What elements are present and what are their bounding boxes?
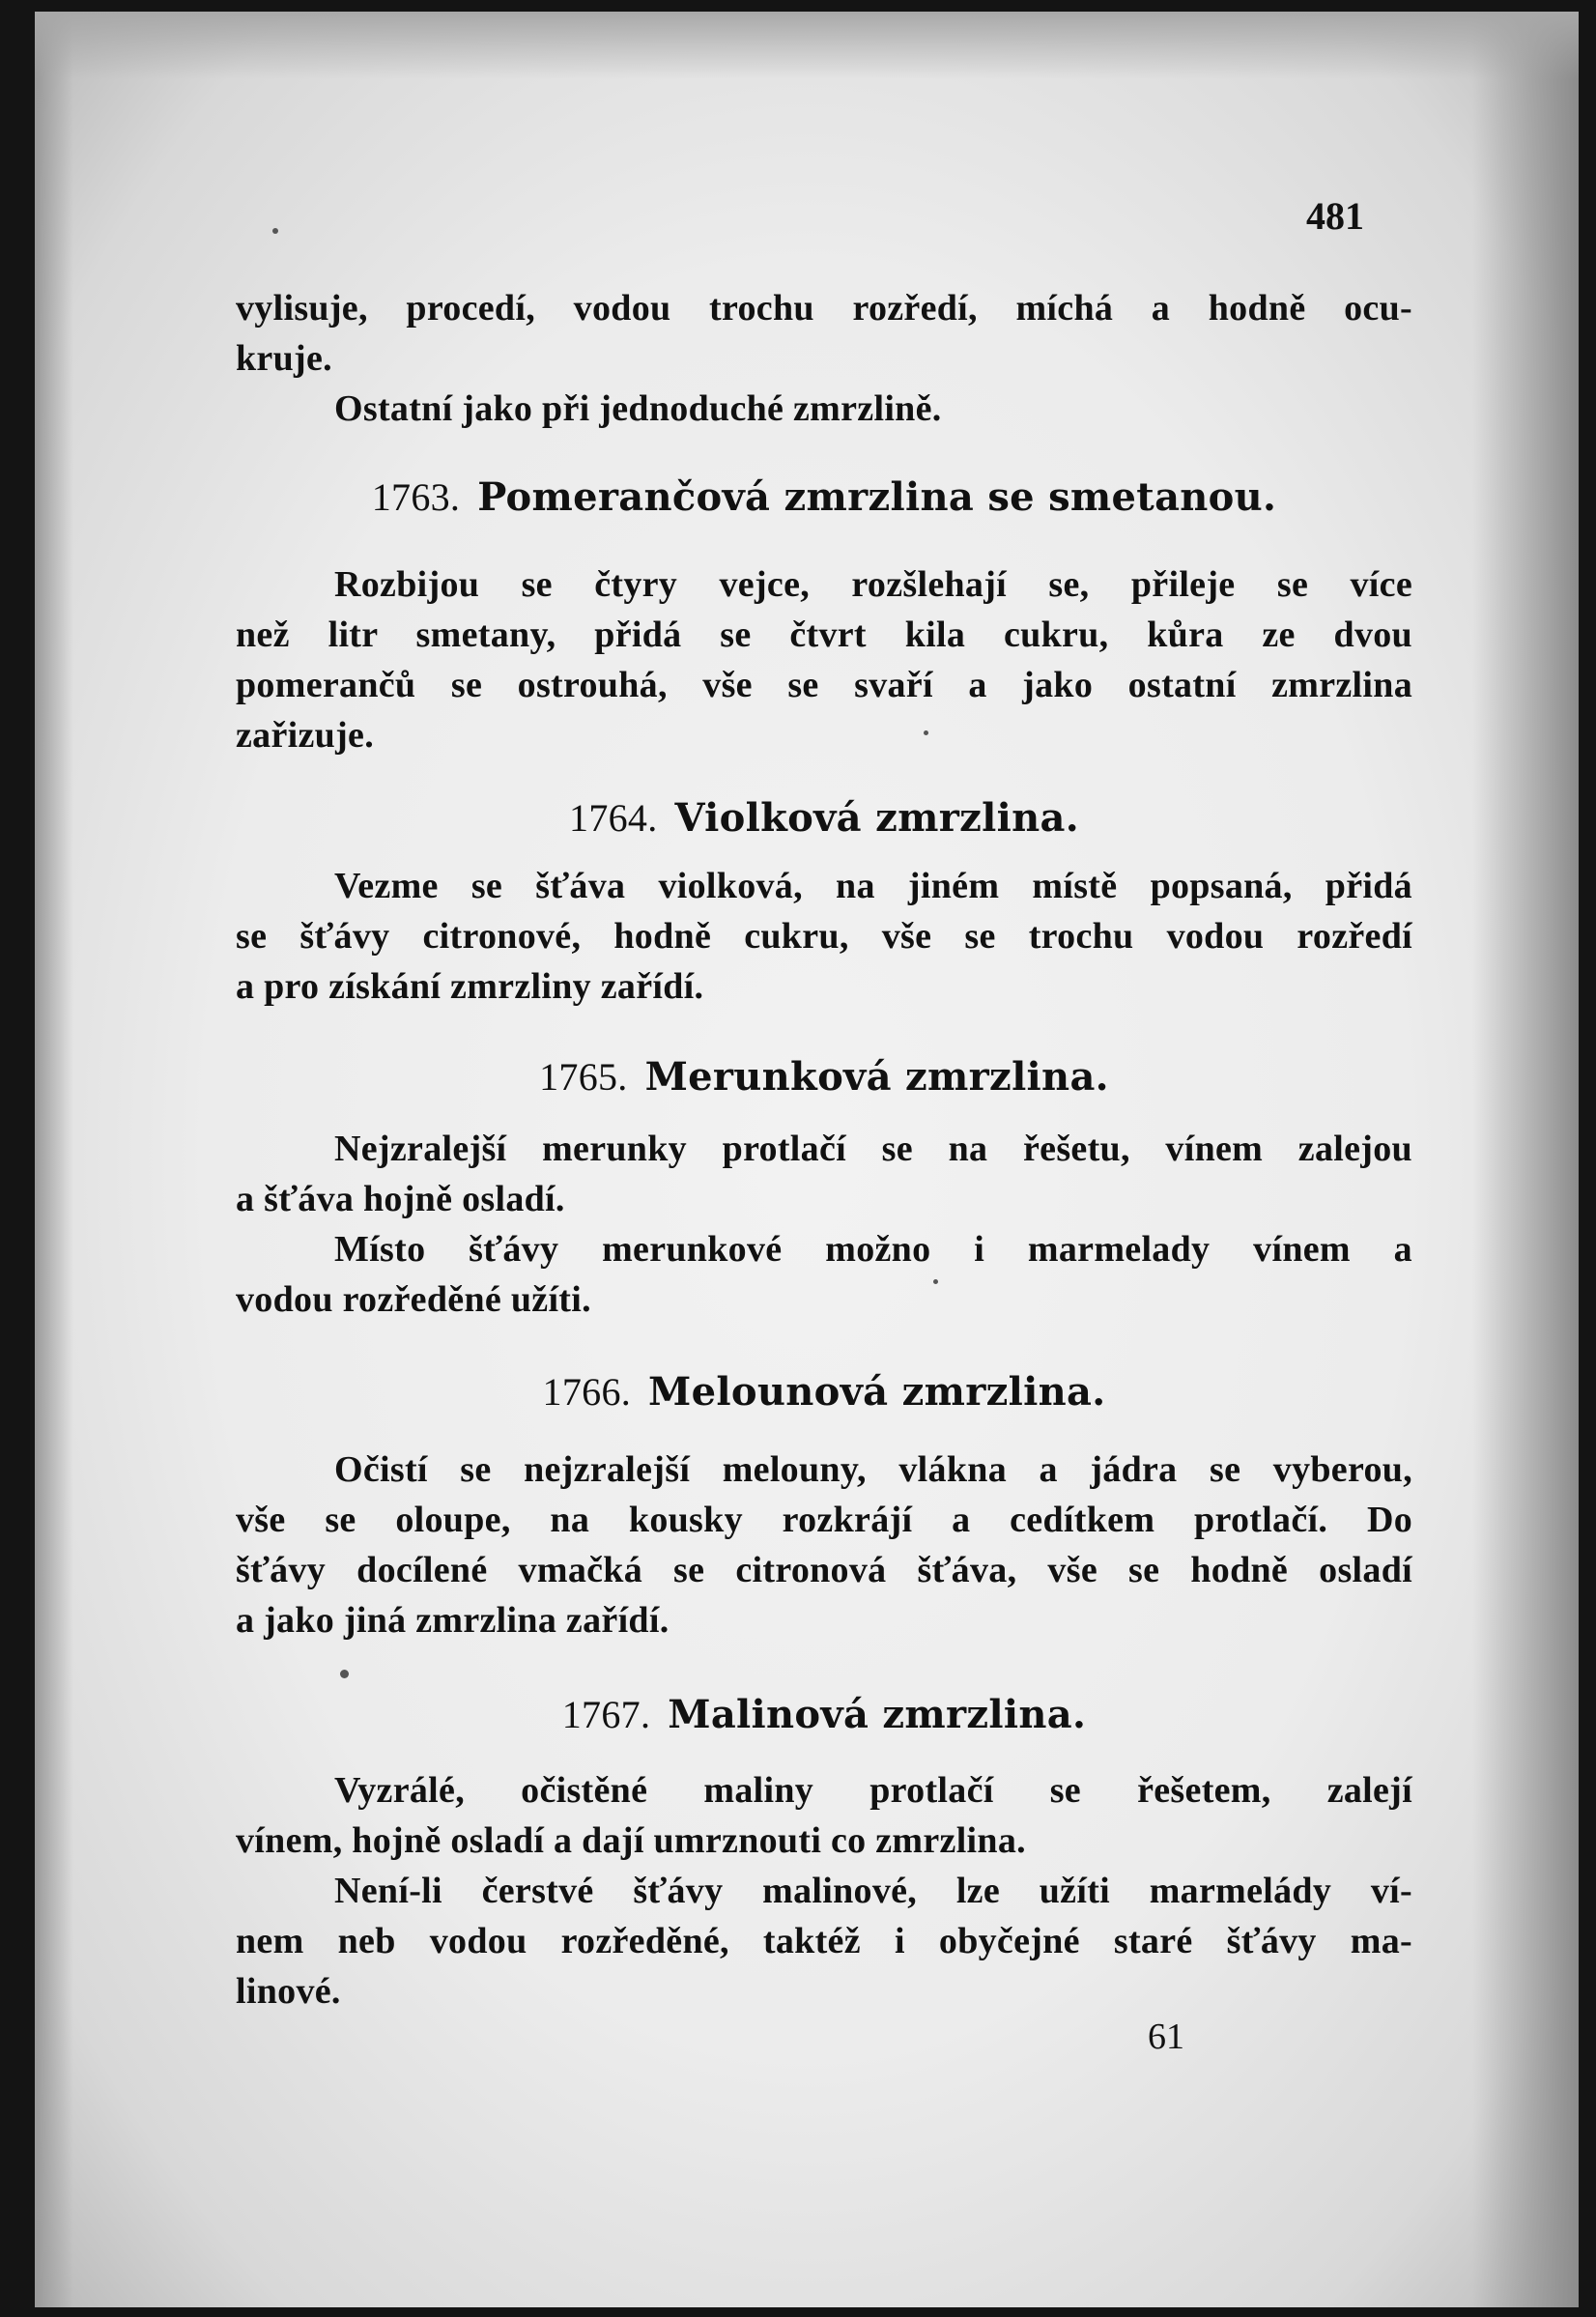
paragraph-line: Nejzralejší merunky protlačí se na řešetu, vínem zalejou <box>334 1129 1412 1169</box>
paragraph-line: kruje. <box>236 338 332 379</box>
recipe-number: 1766. <box>542 1370 632 1414</box>
paragraph-line: Není-li čerstvé šťávy malinové, lze užíti marmelády ví- <box>334 1871 1412 1911</box>
paragraph-line: zařizuje. <box>236 715 375 756</box>
paragraph-line: Vezme se šťáva violková, na jiném místě popsaná, přidá <box>334 866 1412 906</box>
page-number: 481 <box>1306 194 1364 238</box>
paragraph-line: Očistí se nejzralejší melouny, vlákna a jádra se vyberou, <box>334 1449 1412 1490</box>
recipe-number: 1765. <box>539 1055 628 1099</box>
paragraph-line: vínem, hojně osladí a dají umrznouti co zmrzlina. <box>236 1820 1026 1861</box>
paragraph-line: šťávy docílené vmačká se citronová šťáva, vše se hodně osladí <box>236 1550 1412 1590</box>
recipe-title: Merunková zmrzlina. <box>644 1054 1109 1100</box>
page-edge-shadow-left <box>35 12 73 2307</box>
recipe-heading <box>236 794 1412 843</box>
recipe-number: 1764. <box>569 796 658 840</box>
page-edge-shadow-top <box>35 12 1579 79</box>
recipe-heading <box>236 1053 1412 1101</box>
paragraph-line: nem neb vodou rozředěné, taktéž i obyčejné staré šťávy ma- <box>236 1921 1412 1961</box>
paragraph-line: Místo šťávy merunkové možno i marmelady vínem a <box>334 1229 1412 1270</box>
paragraph-line: než litr smetany, přidá se čtvrt kila cukru, kůra ze dvou <box>236 615 1412 655</box>
recipe-title: Malinová zmrzlina. <box>668 1692 1087 1737</box>
paragraph-line: Vyzrálé, očistěné maliny protlačí se řešetem, zalejí <box>334 1770 1412 1811</box>
scan-speck <box>924 730 928 735</box>
paragraph-line: a šťáva hojně osladí. <box>236 1179 565 1219</box>
recipe-number: 1767. <box>561 1693 651 1736</box>
paragraph-line: a jako jiná zmrzlina zařídí. <box>236 1600 670 1641</box>
recipe-title: Pomerančová zmrzlina se smetanou. <box>477 474 1277 520</box>
recipe-number: 1763. <box>371 475 461 519</box>
scan-speck <box>340 1670 349 1678</box>
recipe-title: Violková zmrzlina. <box>674 795 1079 841</box>
scan-speck <box>272 228 278 234</box>
paragraph-line: linové. <box>236 1971 341 2012</box>
paragraph-line: Rozbijou se čtyry vejce, rozšlehají se, přileje se více <box>334 564 1412 605</box>
recipe-title: Melounová zmrzlina. <box>648 1369 1106 1415</box>
signature-mark: 61 <box>1148 2017 1184 2057</box>
paragraph-line: vylisuje, procedí, vodou trochu rozředí, míchá a hodně ocu- <box>236 288 1412 329</box>
recipe-heading <box>236 1691 1412 1739</box>
scan-speck <box>933 1279 938 1284</box>
recipe-heading <box>236 473 1412 522</box>
paragraph-line: Ostatní jako při jednoduché zmrzlině. <box>334 388 942 429</box>
paragraph-line: a pro získání zmrzliny zařídí. <box>236 966 704 1007</box>
paragraph-line: vše se oloupe, na kousky rozkrájí a cedítkem protlačí. Do <box>236 1500 1412 1540</box>
paragraph-line: se šťávy citronové, hodně cukru, vše se trochu vodou rozředí <box>236 916 1412 957</box>
paragraph-line: vodou rozředěné užíti. <box>236 1279 591 1320</box>
recipe-heading <box>236 1368 1412 1416</box>
page-edge-shadow-right <box>1472 12 1579 2307</box>
paragraph-line: pomerančů se ostrouhá, vše se svaří a jako ostatní zmrzlina <box>236 665 1412 705</box>
book-page <box>35 12 1579 2307</box>
